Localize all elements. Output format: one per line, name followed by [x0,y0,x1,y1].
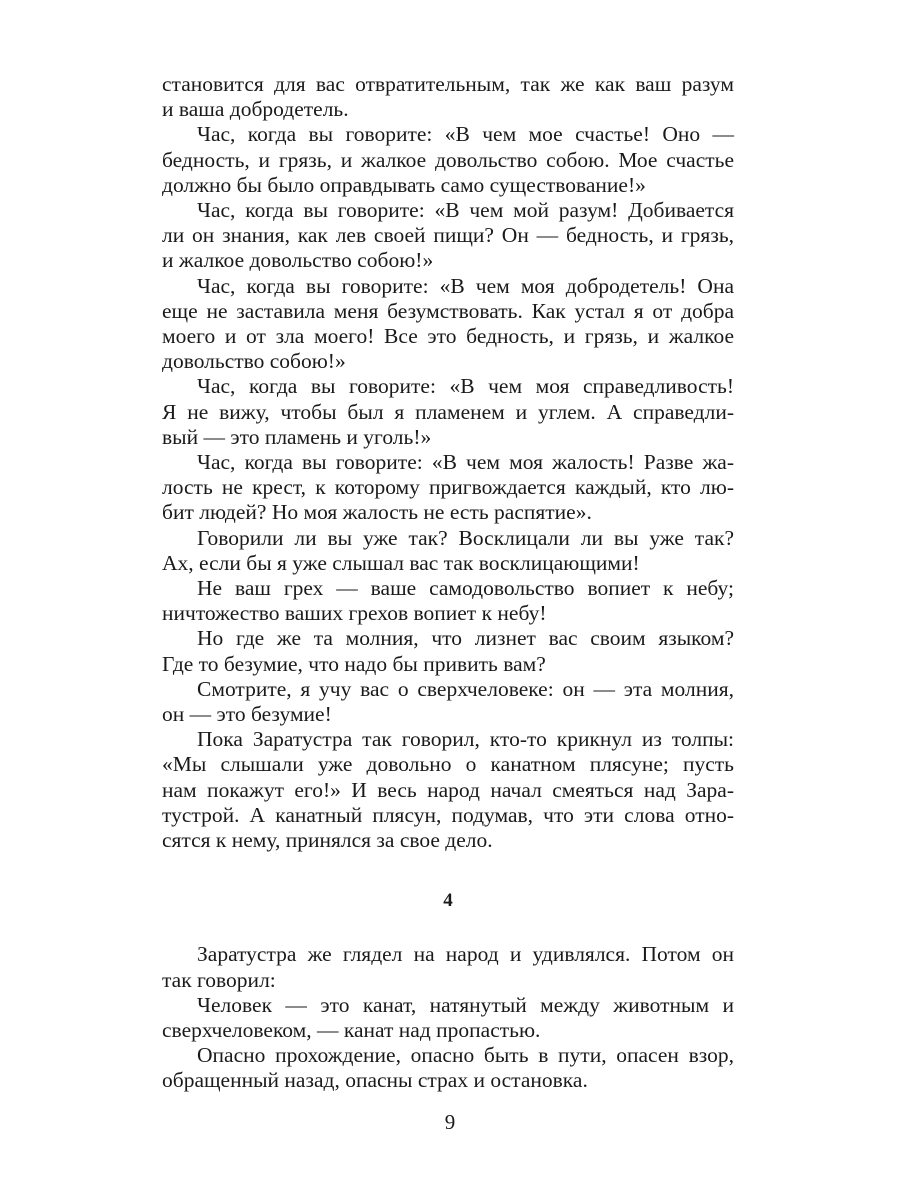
text-line: Час, когда вы говорите: «В чем мое счастье! Оно — [197,122,734,147]
text-line: и ваша добродетель. [162,97,349,122]
paragraph [162,526,734,576]
paragraph [162,576,734,626]
text-line: становится для вас отвратительным, так же как ваш разум [162,72,734,96]
paragraph [162,72,734,122]
text-line: «Мы слышали уже довольно о канатном плясуне; пусть [162,752,734,777]
paragraph [162,727,734,853]
text-line: Час, когда вы говорите: «В чем моя добродетель! Она [197,273,734,298]
text-line: Смотрите, я учу вас о сверхчеловеке: он — эта молния, [197,676,734,701]
text-line: Я не вижу, чтобы был я пламенем и углем. А справедли- [162,399,734,424]
paragraph [162,1043,734,1093]
text-line: Час, когда вы говорите: «В чем моя жалость! Разве жа- [197,450,734,475]
text-line: довольство собою!» [162,349,346,374]
book-page [162,72,734,1094]
text-line: Но где же та молния, что лизнет вас своим языком? [197,626,734,651]
text-line: лость не крест, к которому пригвождается каждый, кто лю- [162,475,734,500]
text-line: должно бы было оправдывать само существование!» [162,172,646,197]
text-line: моего и от зла моего! Все это бедность, и грязь, и жалкое [162,324,734,349]
text-block-after-section [162,942,734,1093]
text-line: нам покажут его!» И весь народ начал смеяться над Зара- [162,777,734,802]
text-line: Час, когда вы говорите: «В чем мой разум! Добивается [197,198,734,223]
text-line: вый — это пламень и уголь!» [162,424,432,449]
text-line: бедность, и грязь, и жалкое довольство собою. Мое счастье [162,147,734,172]
text-line: Заратустра же глядел на народ и удивлялся. Потом он [197,942,734,967]
paragraph [162,274,734,375]
paragraph [162,626,734,676]
paragraph [162,450,734,526]
text-line: так говорил: [162,967,276,992]
text-line: и жалкое довольство собою!» [162,248,434,273]
text-line: Пока Заратустра так говорил, кто-то крикнул из толпы: [197,727,734,752]
text-line: обращенный назад, опасны страх и остановка. [162,1068,588,1093]
paragraph [162,198,734,274]
text-line: Человек — это канат, натянутый между животным и [197,992,734,1017]
text-line: ли он знания, как лев своей пищи? Он — бедность, и грязь, [162,223,734,248]
text-block-before-section [162,72,734,853]
text-line: бит людей? Но моя жалость не есть распятие». [162,500,592,525]
text-line: Не ваш грех — ваше самодовольство вопиет к небу; [197,576,734,601]
text-line: Говорили ли вы уже так? Восклицали ли вы уже так? [197,525,734,550]
text-line: ничтожество ваших грехов вопиет к небу! [162,601,547,626]
text-line: он — это безумие! [162,702,332,727]
text-line: Опасно прохождение, опасно быть в пути, опасен взор, [197,1043,734,1068]
section-number: 4 [443,890,453,912]
page-number: 9 [444,1110,456,1134]
paragraph [162,122,734,198]
text-line: Ах, если бы я уже слышал вас так восклицающими! [162,550,640,575]
paragraph [162,677,734,727]
paragraph [162,942,734,992]
text-line: тустрой. А канатный плясун, подумав, что эти слова отно- [162,802,734,827]
text-line: сятся к нему, принялся за свое дело. [162,828,493,853]
paragraph [162,993,734,1043]
paragraph [162,374,734,450]
text-line: еще не заставила меня безумствовать. Как устал я от добра [162,298,734,323]
text-line: Час, когда вы говорите: «В чем моя справедливость! [197,374,734,399]
text-line: сверхчеловеком, — канат над пропастью. [162,1017,541,1042]
text-line: Где то безумие, что надо бы привить вам? [162,651,546,676]
